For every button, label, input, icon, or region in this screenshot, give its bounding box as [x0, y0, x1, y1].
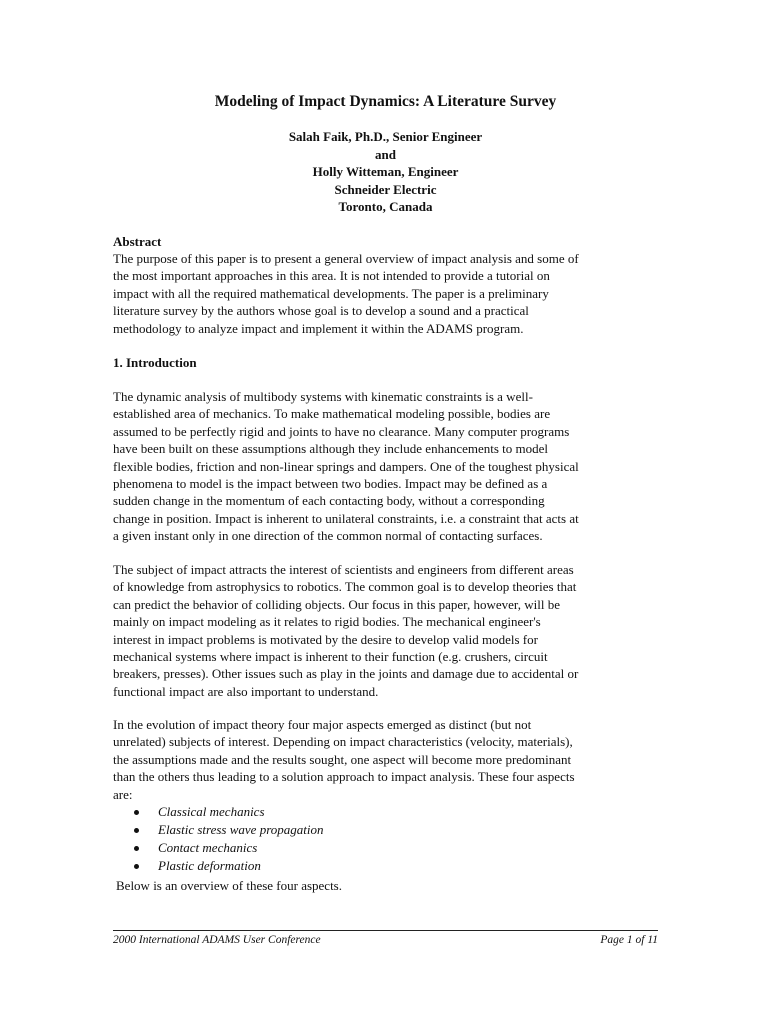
text-line: have been built on these assumptions although they include enhancements to model — [113, 441, 549, 457]
list-item-label: Contact mechanics — [158, 840, 258, 856]
text-line: change in position. Impact is inherent to unilateral constraints, i.e. a constraint that acts at — [113, 510, 579, 526]
text-line: The dynamic analysis of multibody systems with kinematic constraints is a well- — [113, 389, 533, 404]
author-location: Toronto, Canada — [338, 199, 433, 214]
author-block — [113, 128, 658, 216]
bullet-icon — [134, 864, 139, 869]
footer-page-number: Page 1 of 11 — [600, 934, 658, 946]
list-item-label: Plastic deformation — [158, 858, 261, 874]
text-line: methodology to analyze impact and implement it within the ADAMS program. — [113, 320, 524, 336]
text-line: sudden change in the momentum of each contacting body, without a corresponding — [113, 493, 545, 509]
text-line: established area of mechanics. To make mathematical modeling possible, bodies are — [113, 406, 551, 422]
intro-paragraph-1 — [113, 388, 658, 545]
author-line: and — [375, 146, 396, 162]
text-line: assumed to be perfectly rigid and joints to have no clearance. Many computer programs — [113, 423, 570, 439]
text-line: unrelated) subjects of interest. Depending on impact characteristics (velocity, materials), — [113, 734, 573, 750]
footer-divider — [113, 930, 658, 931]
paper-title: Modeling of Impact Dynamics: A Literature Survey — [214, 93, 557, 110]
closing-sentence: Below is an overview of these four aspects. — [116, 878, 342, 893]
text-line: mainly on impact modeling as it relates to rigid bodies. The mechanical engineer's — [113, 614, 541, 630]
intro-paragraph-3 — [113, 716, 658, 803]
text-line: of knowledge from astrophysics to robotics. The common goal is to develop theories that — [113, 579, 577, 595]
text-line: than the others thus leading to a solution approach to impact analysis. These four aspects — [113, 769, 575, 785]
abstract-paragraph — [113, 250, 658, 337]
abstract-heading: Abstract — [113, 234, 162, 249]
bullet-icon — [134, 810, 139, 815]
text-line: breakers, presses). Other issues such as play in the joints and damage due to accidental or — [113, 666, 579, 682]
list-item-label: Elastic stress wave propagation — [158, 822, 324, 838]
text-line: interest in impact problems is motivated by the desire to develop valid models for — [113, 631, 538, 647]
list-item — [113, 803, 324, 821]
text-line: mechanical systems where impact is inherent to their function (e.g. crushers, circuit — [113, 649, 548, 665]
list-item-label: Classical mechanics — [158, 804, 265, 819]
list-item — [113, 839, 324, 857]
document-page — [113, 0, 658, 1024]
text-line: can predict the behavior of colliding objects. Our focus in this paper, however, will be — [113, 596, 560, 612]
text-line: the most important approaches in this area. It is not intended to provide a tutorial on — [113, 268, 550, 284]
author-line: Salah Faik, Ph.D., Senior Engineer — [288, 129, 483, 144]
author-affiliation: Schneider Electric — [334, 181, 437, 197]
list-item — [113, 821, 324, 839]
text-line: literature survey by the authors whose goal is to develop a sound and a practical — [113, 303, 529, 319]
text-line: impact with all the required mathematical developments. The paper is a preliminary — [113, 285, 549, 301]
intro-paragraph-2 — [113, 561, 658, 700]
bullet-icon — [134, 846, 139, 851]
text-line: a given instant only in one direction of the common normal of contacting surfaces. — [113, 528, 543, 544]
text-line: are: — [113, 786, 133, 802]
text-line: In the evolution of impact theory four major aspects emerged as distinct (but not — [113, 717, 532, 732]
text-line: functional impact are also important to understand. — [113, 683, 379, 699]
text-line: The subject of impact attracts the interest of scientists and engineers from different areas — [113, 562, 574, 577]
text-line: phenomena to model is the impact between two bodies. Impact may be defined as a — [113, 476, 548, 492]
section-heading-introduction: 1. Introduction — [113, 355, 197, 370]
author-line: Holly Witteman, Engineer — [312, 164, 459, 179]
text-line: The purpose of this paper is to present a general overview of impact analysis and some of — [113, 251, 579, 266]
text-line: the assumptions made and the results sought, one aspect will become more predominant — [113, 751, 572, 767]
impact-aspects-list — [113, 803, 324, 875]
text-line: flexible bodies, friction and non-linear springs and dampers. One of the toughest physical — [113, 458, 579, 474]
footer-conference: 2000 International ADAMS User Conference — [113, 934, 321, 946]
bullet-icon — [134, 828, 139, 833]
list-item — [113, 857, 324, 875]
